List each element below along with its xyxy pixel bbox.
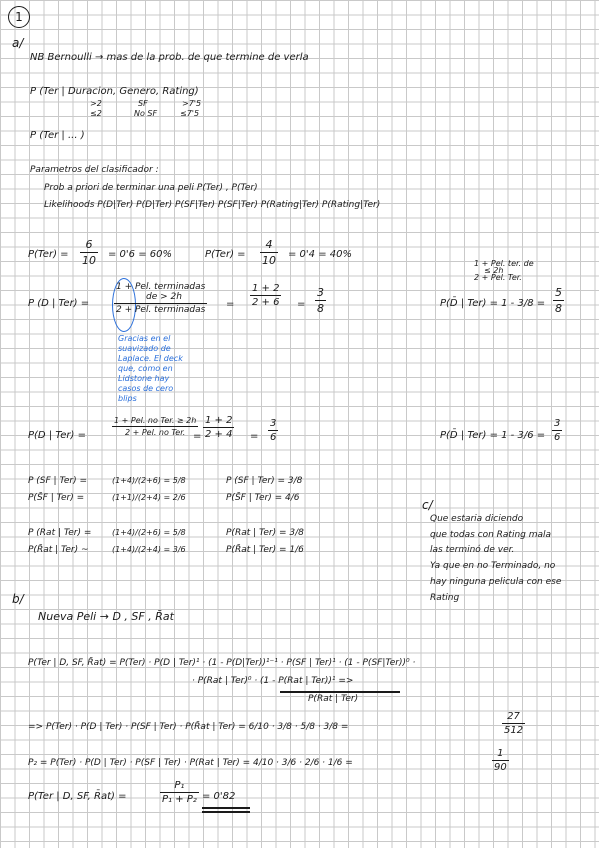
d-nter-eq: = xyxy=(193,431,202,442)
calc-line2-bar xyxy=(280,691,400,693)
d-ter-comp-den: 8 xyxy=(555,302,562,315)
sf-nter: P (SF | Ter) = 3/8 xyxy=(226,476,303,486)
d-ter-lhs: P (D | Ter) = xyxy=(28,298,90,309)
final-num: P₁ xyxy=(174,780,185,791)
d-ter-eq: = xyxy=(226,299,235,310)
duration-le2: ≤2 xyxy=(90,109,102,118)
params-title: Parametros del clasificador : xyxy=(30,165,159,175)
nrat-ter-frac: (1+4)/(2+4) = 3/6 xyxy=(112,545,186,554)
nsf-ter: P(S̄F | Ter) = xyxy=(28,493,85,503)
part-c-line1: Que estaria diciendo xyxy=(430,514,524,524)
d-nter-lhs: P(D | Ter) = xyxy=(28,430,86,441)
calc-line2-den: P(Rat | Ter) xyxy=(308,694,359,704)
calc-line1: P(Ter | D, SF, R̄at) = P(Ter) · P(D | Ter)¹ · (1 - P(D|Ter))¹⁻¹ · P(SF | Ter)¹ · (1 - P(SF|Ter))⁰ · xyxy=(28,658,416,668)
final-result: = 0'82 xyxy=(202,791,236,802)
rat-ter: P (Rat | Ter) = xyxy=(28,528,92,538)
d-ter-fraction xyxy=(114,282,207,315)
p-ter-num: 6 xyxy=(85,238,93,251)
side-note-b: ≤ 2h xyxy=(484,266,504,275)
p2-num: 1 xyxy=(497,748,504,759)
final-underline-2 xyxy=(202,811,250,813)
d-nter-num2: 1 + 2 xyxy=(205,415,233,426)
likelihoods-line: Likelihoods P(D|Ter) P(D|Ter) P(SF|Ter) P(SF|Ter) P(Rating|Ter) P(Rating|Ter) xyxy=(44,200,381,210)
d-ter-complement: P(D̄ | Ter) = 1 - 3/8 = xyxy=(440,298,546,309)
d-nter-comp-den: 6 xyxy=(554,432,561,443)
nsf-nter: P(S̄F | Ter) = 4/6 xyxy=(226,493,300,503)
d-ter-num: 1 + Pel. terminadas de > 2h xyxy=(116,282,206,302)
d-nter-complement: P(D̄ | Ter) = 1 - 3/6 = xyxy=(440,430,546,441)
rat-nter: P(Rat | Ter) = 3/8 xyxy=(226,528,304,538)
d-ter-den: 2 + Pel. terminadas xyxy=(116,305,206,315)
side-note-a: 1 + Pel. ter. de xyxy=(474,259,534,268)
part-c-line3: las terminó de ver. xyxy=(430,545,515,555)
p2-result xyxy=(492,748,509,773)
part-b-mark: b/ xyxy=(12,592,24,606)
part-c-line2: que todas con Rating mala xyxy=(430,530,552,540)
nueva-peli-line: Nueva Peli → D , SF , R̄at xyxy=(38,610,174,623)
p1-den: 512 xyxy=(504,725,524,736)
genre-sf: SF xyxy=(138,99,148,108)
d-ter-comp-fraction xyxy=(553,286,564,315)
side-note-c: 2 + Pel. Ter. xyxy=(474,273,522,282)
rating-gt: >7'5 xyxy=(182,99,202,108)
prior-line: Prob a priori de terminar una peli P(Ter) , P(Ter) xyxy=(44,183,258,193)
genre-nosf: No SF xyxy=(134,109,158,118)
final-den: P₁ + P₂ xyxy=(162,794,197,805)
d-ter-fraction-3 xyxy=(315,286,326,315)
part-c-line6: Rating xyxy=(430,593,460,603)
model-line: P (Ter | Duracion, Genero, Rating) xyxy=(30,86,199,97)
p-ter-lhs: P(Ter) = xyxy=(28,249,69,260)
d-nter-den: 2 + Pel. no Ter. xyxy=(124,428,186,437)
d-nter-fraction-2 xyxy=(203,415,234,440)
sf-ter: P (SF | Ter) = xyxy=(28,476,87,486)
part-c-mark: c/ xyxy=(422,498,433,512)
laplace-note: Gracias en el suavizado de Laplace. El deck que, como en Lidstone hay casos de cero blips xyxy=(118,334,183,403)
final-lhs: P(Ter | D, SF, R̄at) = xyxy=(28,791,127,802)
d-ter-comp-num: 5 xyxy=(555,286,562,299)
d-nter-comp-fraction xyxy=(552,418,562,443)
d-ter-den2: 2 + 6 xyxy=(252,297,280,308)
final-fraction xyxy=(160,780,199,805)
p-not-ter-line: P (Ter | ... ) xyxy=(30,130,85,141)
p-nter-lhs: P(Ter) = xyxy=(205,249,246,260)
d-nter-eq2: = xyxy=(250,431,259,442)
nsf-ter-frac: (1+1)/(2+4) = 2/6 xyxy=(112,493,186,502)
d-nter-num: 1 + Pel. no Ter. ≥ 2h xyxy=(114,416,197,425)
p-nter-den: 10 xyxy=(262,254,276,267)
exercise-number: 1 xyxy=(8,6,30,28)
d-ter-den3: 8 xyxy=(317,302,324,315)
nb-bernoulli-line: NB Bernoulli → mas de la prob. de que termine de verla xyxy=(30,52,309,63)
rating-le: ≤7'5 xyxy=(180,109,200,118)
duration-gt2: >2 xyxy=(90,99,102,108)
part-a-mark: a/ xyxy=(12,36,24,50)
part-c-line4: Ya que en no Terminado, no xyxy=(430,561,556,571)
d-nter-num3: 3 xyxy=(270,418,277,429)
d-ter-eq2: = xyxy=(297,299,306,310)
final-underline-1 xyxy=(202,807,250,809)
d-ter-fraction-2 xyxy=(250,283,281,308)
d-nter-comp-num: 3 xyxy=(554,418,561,429)
p-ter-fraction xyxy=(80,238,98,267)
nrat-ter: P(R̄at | Ter) ~ xyxy=(28,545,89,555)
calc-line3: => P(Ter) · P(D | Ter) · P(SF | Ter) · P(R̄at | Ter) = 6/10 · 3/8 · 5/8 · 3/8 = xyxy=(28,722,349,732)
calc-line2: · P(Rat | Ter)⁰ · (1 - P(Rat | Ter))¹ => xyxy=(192,676,354,686)
p-ter-rhs: = 0'6 = 60% xyxy=(108,249,172,260)
d-nter-den3: 6 xyxy=(270,432,277,443)
nrat-nter: P(R̄at | Ter) = 1/6 xyxy=(226,545,304,555)
sf-ter-frac: (1+4)/(2+6) = 5/8 xyxy=(112,476,186,485)
d-nter-fraction-3 xyxy=(268,418,278,443)
p1-result xyxy=(502,711,525,736)
p2-den: 90 xyxy=(494,762,507,773)
part-c-line5: hay ninguna pelicula con ese xyxy=(430,577,562,587)
p-nter-fraction xyxy=(260,238,278,267)
rat-ter-frac: (1+4)/(2+6) = 5/8 xyxy=(112,528,186,537)
d-ter-num2: 1 + 2 xyxy=(252,283,280,294)
d-nter-den2: 2 + 4 xyxy=(205,429,233,440)
d-nter-fraction xyxy=(112,416,198,437)
p-nter-num: 4 xyxy=(265,238,273,251)
d-ter-num3: 3 xyxy=(317,286,324,299)
p-nter-rhs: = 0'4 = 40% xyxy=(288,249,352,260)
p1-num: 27 xyxy=(507,711,520,722)
calc-line4: P₂ = P(Ter) · P(D | Ter) · P(SF | Ter) · P(Rat | Ter) = 4/10 · 3/6 · 2/6 · 1/6 = xyxy=(28,758,353,768)
p-ter-den: 10 xyxy=(82,254,96,267)
